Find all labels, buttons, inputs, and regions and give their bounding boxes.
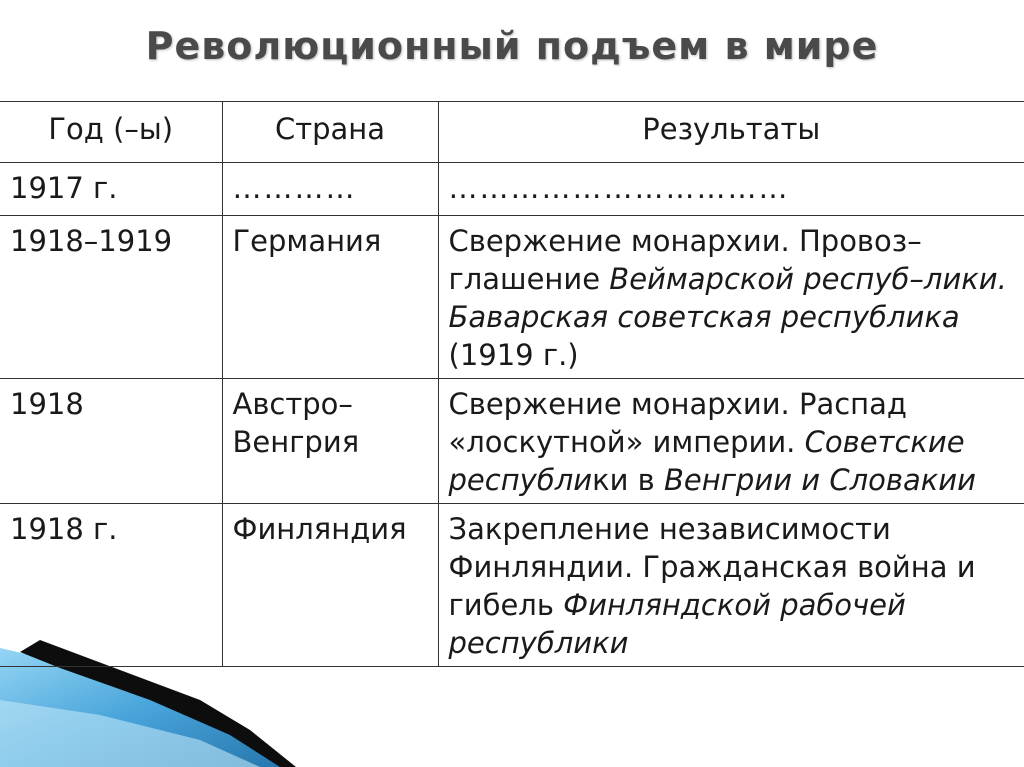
page-title: Революционный подъем в мире: [145, 24, 879, 68]
header-results: Результаты: [438, 102, 1024, 163]
cell-country: Финляндия: [222, 504, 438, 667]
cell-year: 1917 г.: [0, 163, 222, 216]
result-text: Свержение монархии. Распад «лоскутной» империи.: [448, 387, 907, 459]
result-text-italic: Веймарской респуб–лики. Баварская советская республика: [448, 262, 1007, 334]
cell-year: 1918: [0, 379, 222, 504]
results-table: [0, 101, 1024, 667]
cell-country: Германия: [222, 216, 438, 379]
table-row: [0, 216, 1024, 379]
cell-country: …………: [222, 163, 438, 216]
cell-year: 1918 г.: [0, 504, 222, 667]
table-header-row: [0, 102, 1024, 163]
result-text: ……………………………: [448, 171, 790, 205]
result-text-italic: Венгрии и Словакии: [664, 463, 976, 497]
table-row: [0, 163, 1024, 216]
result-text: ки в: [592, 463, 664, 497]
result-text-italic: Финляндской рабочей республики: [448, 588, 906, 660]
table-row: [0, 504, 1024, 667]
result-text: (1919 г.): [448, 338, 579, 372]
table-row: [0, 379, 1024, 504]
result-text-italic: Советские республи: [448, 425, 965, 497]
cell-result: [438, 216, 1024, 379]
result-text: Закрепление независимости Финляндии. Гражданская война и гибель: [448, 512, 976, 622]
header-country: Страна: [222, 102, 438, 163]
cell-result: [438, 379, 1024, 504]
cell-result: [438, 163, 1024, 216]
cell-result: [438, 504, 1024, 667]
cell-country: Австро–Венгрия: [222, 379, 438, 504]
cell-year: 1918–1919: [0, 216, 222, 379]
header-year: Год (–ы): [0, 102, 222, 163]
result-text: Свержение монархии. Провоз–глашение: [448, 224, 922, 296]
